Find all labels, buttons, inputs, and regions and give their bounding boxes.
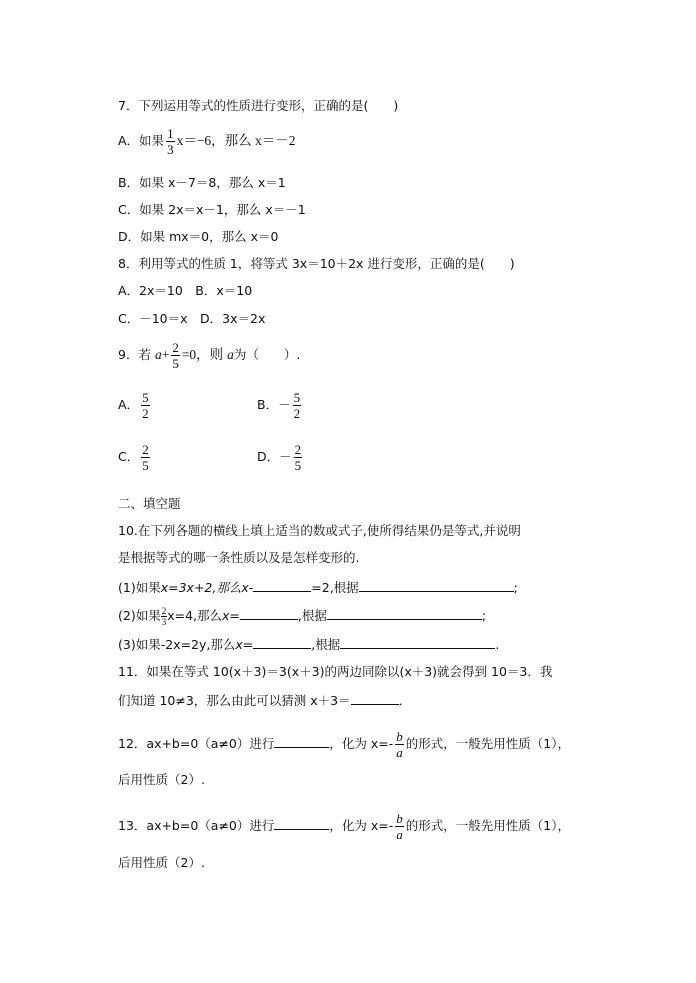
q10-p1-c: x- [241, 580, 254, 595]
q9-frac-num: 2 [172, 340, 179, 355]
q7-a-frac-den: 3 [167, 142, 174, 157]
q7-a-prefix: A．如果 [118, 133, 165, 148]
q12-b: ，化为 x=- [329, 736, 394, 751]
q13-fraction [395, 811, 404, 842]
q10-p3-d: ,根据 [311, 637, 341, 652]
q13-c: 的形式，一般先用性质（1）， [405, 818, 570, 833]
q7-stem: 7．下列运用等式的性质进行变形，正确的是( ) [118, 98, 399, 113]
q12-fden: a [396, 745, 403, 760]
q12-line1 [118, 729, 570, 760]
q10-p2-d: ,根据 [297, 608, 327, 623]
q10-p1-blank1[interactable] [253, 579, 311, 592]
q12-a: 12．ax+b=0（a≠0）进行 [118, 736, 275, 751]
q10-part1 [118, 579, 518, 596]
q9-option-b [257, 390, 303, 421]
q9-stem [118, 340, 300, 371]
q11-line2 [118, 692, 411, 709]
q7-a-fraction [166, 126, 175, 157]
q9-d-den: 5 [294, 458, 302, 473]
q12-fraction [395, 729, 404, 760]
q8-stem: 8．利用等式的性质 1，将等式 3x＝10＋2x 进行变形，正确的是( ) [118, 256, 515, 271]
q9-plus: + [161, 347, 170, 362]
q10-line2: 是根据等式的哪一条性质以及是怎样变形的. [118, 550, 360, 565]
q10-p2-b: x=4,那么 [167, 608, 223, 623]
q9-option-c [118, 442, 152, 473]
q7-option-b: B．如果 x－7＝8，那么 x＝1 [118, 175, 286, 190]
q9-d-fraction [294, 442, 303, 473]
q10-p2-e: ; [481, 608, 487, 623]
q9-a-num: 5 [142, 390, 149, 405]
q11-line1: 11．如果在等式 10(x＋3)＝3(x＋3)的两边同除以(x＋3)就会得到 10＝3．我 [118, 664, 553, 679]
q10-p2-fnum: 2 [161, 606, 167, 616]
q9-tail: 为（ ）. [233, 347, 301, 362]
q9-frac-den: 5 [172, 356, 179, 371]
q10-p2-c: x= [222, 608, 240, 623]
q8-options-ab: A．2x＝10 B．x＝10 [118, 283, 253, 298]
q9-option-d [257, 442, 304, 473]
q10-p3-blank1[interactable] [253, 636, 311, 649]
q10-p2-blank1[interactable] [240, 607, 298, 620]
q10-p3-c: x= [235, 637, 254, 652]
q9-c-label: C． [118, 449, 140, 464]
q10-p2-blank2[interactable] [327, 607, 482, 620]
q7-a-frac-num: 1 [167, 126, 174, 141]
q9-c-num: 2 [142, 442, 149, 457]
q9-b-fraction [293, 390, 302, 421]
q9-d-label: D．－ [257, 449, 292, 464]
q13-a: 13．ax+b=0（a≠0）进行 [118, 818, 275, 833]
q12-c: 的形式，一般先用性质（1）， [405, 736, 570, 751]
q9-var-a2: a [227, 347, 234, 362]
q10-p1-blank2[interactable] [359, 579, 514, 592]
q10-part3 [118, 636, 499, 653]
q8-options-cd: C．－10＝x D．3x＝2x [118, 311, 266, 326]
q13-fden: a [396, 827, 403, 842]
q7-a-tail: x＝−6，那么 x＝－2 [176, 133, 296, 148]
q10-p1-a: (1)如果 [118, 580, 161, 595]
q9-fraction [171, 340, 180, 371]
q13-line1 [118, 811, 570, 842]
q9-prefix: 9．若 [118, 347, 151, 362]
section-title: 二、填空题 [118, 496, 181, 511]
q9-c-fraction [141, 442, 150, 473]
q12-line2: 后用性质（2）. [118, 772, 205, 787]
q9-a-den: 2 [142, 406, 149, 421]
q10-line1: 10.在下列各题的横线上填上适当的数或式子,使所得结果仍是等式,并说明 [118, 523, 521, 538]
q9-b-den: 2 [293, 406, 301, 421]
q10-p1-b: x=3x+2,那么 [160, 580, 242, 595]
q9-option-a [118, 390, 152, 421]
q12-fnum: b [396, 729, 403, 744]
q7-option-a [118, 126, 296, 157]
q7-option-c: C．如果 2x＝x－1，那么 x＝－1 [118, 202, 306, 217]
q13-fnum: b [396, 811, 403, 826]
q9-b-num: 5 [293, 390, 301, 405]
q9-d-num: 2 [294, 442, 302, 457]
q9-c-den: 5 [142, 458, 149, 473]
q10-p2-fden: 3 [161, 617, 167, 627]
q10-p3-a: (3)如果-2x=2y,那么 [118, 637, 236, 652]
q11-line2a: 们知道 10≠3，那么由此可以猜测 x＋3＝ [118, 693, 351, 708]
q9-mid: =0，则 [181, 347, 224, 362]
q13-line2: 后用性质（2）. [118, 855, 205, 870]
q10-p1-d: =2,根据 [311, 580, 359, 595]
q12-blank[interactable] [274, 735, 329, 748]
q13-b: ，化为 x=- [329, 818, 394, 833]
q11-blank[interactable] [351, 692, 399, 705]
q10-p3-blank2[interactable] [340, 636, 495, 649]
q10-part2 [118, 606, 486, 627]
q7-option-d: D．如果 mx＝0，那么 x＝0 [118, 229, 279, 244]
q10-p3-e: . [495, 637, 500, 652]
q9-a-fraction [141, 390, 150, 421]
q9-b-label: B．－ [257, 397, 291, 412]
q9-var-a: a [154, 347, 162, 362]
q13-blank[interactable] [274, 817, 329, 830]
q11-line2b: ． [398, 693, 412, 708]
q10-p1-e: ; [513, 580, 518, 595]
q9-a-label: A． [118, 397, 140, 412]
q10-p2-a: (2)如果 [118, 608, 161, 623]
